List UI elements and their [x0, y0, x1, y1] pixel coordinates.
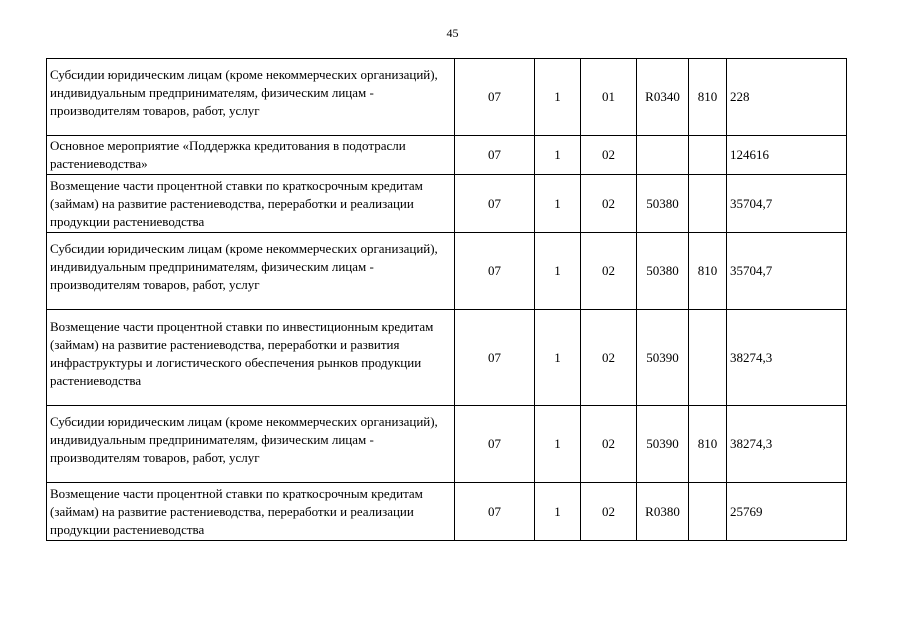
- amount: 124616: [727, 136, 847, 175]
- target-code: R0380: [637, 483, 689, 541]
- amount: 38274,3: [727, 310, 847, 406]
- target-code: 50380: [637, 175, 689, 233]
- subsection-code: 1: [535, 406, 581, 483]
- row-name: Возмещение части процентной ставки по краткосрочным кредитам (займам) на развитие растениеводства, переработки и реализации продукции растениеводства: [50, 485, 423, 537]
- table-row: [47, 175, 847, 233]
- main-code: 02: [581, 175, 637, 233]
- subsection-code: 1: [535, 310, 581, 406]
- amount: 228: [727, 59, 847, 136]
- amount: 35704,7: [727, 175, 847, 233]
- amount: 25769: [727, 483, 847, 541]
- row-name-cell: [47, 136, 455, 175]
- table-row: [47, 310, 847, 406]
- expense-type: 810: [689, 59, 727, 136]
- expense-type: 810: [689, 406, 727, 483]
- row-name-cell: [47, 483, 455, 541]
- amount: 35704,7: [727, 233, 847, 310]
- subsection-code: 1: [535, 483, 581, 541]
- row-name: Субсидии юридическим лицам (кроме некоммерческих организаций), индивидуальным предпринимателям, физическим лицам - производителям товаров, работ, услуг: [50, 241, 438, 292]
- main-code: 02: [581, 310, 637, 406]
- main-code: 02: [581, 136, 637, 175]
- table-row: [47, 483, 847, 541]
- row-name-cell: [47, 233, 455, 310]
- table-row: [47, 406, 847, 483]
- page-number: 45: [446, 26, 459, 40]
- main-code: 02: [581, 233, 637, 310]
- target-code: 50390: [637, 310, 689, 406]
- section-code: 07: [455, 483, 535, 541]
- main-code: 01: [581, 59, 637, 136]
- section-code: 07: [455, 59, 535, 136]
- table-row: [47, 136, 847, 175]
- row-name-cell: [47, 406, 455, 483]
- subsection-code: 1: [535, 175, 581, 233]
- expense-type: [689, 175, 727, 233]
- main-code: 02: [581, 406, 637, 483]
- table-row: [47, 233, 847, 310]
- section-code: 07: [455, 175, 535, 233]
- expense-type: 810: [689, 233, 727, 310]
- section-code: 07: [455, 406, 535, 483]
- target-code: 50380: [637, 233, 689, 310]
- row-name: Субсидии юридическим лицам (кроме некоммерческих организаций), индивидуальным предпринимателям, физическим лицам - производителям товаров, работ, услуг: [50, 67, 438, 118]
- subsection-code: 1: [535, 136, 581, 175]
- section-code: 07: [455, 310, 535, 406]
- row-name-cell: [47, 310, 455, 406]
- subsection-code: 1: [535, 59, 581, 136]
- subsection-code: 1: [535, 233, 581, 310]
- expense-type: [689, 136, 727, 175]
- section-code: 07: [455, 233, 535, 310]
- row-name: Возмещение части процентной ставки по инвестиционным кредитам (займам) на развитие растениеводства, переработки и развития инфраструктуры и логистического обеспечения рынков продукции растениеводства: [50, 318, 434, 388]
- row-name-cell: [47, 175, 455, 233]
- section-code: 07: [455, 136, 535, 175]
- budget-table: [46, 58, 847, 541]
- table-row: [47, 59, 847, 136]
- row-name-cell: [47, 59, 455, 136]
- expense-type: [689, 483, 727, 541]
- target-code: 50390: [637, 406, 689, 483]
- amount: 38274,3: [727, 406, 847, 483]
- main-code: 02: [581, 483, 637, 541]
- row-name: Возмещение части процентной ставки по краткосрочным кредитам (займам) на развитие растениеводства, переработки и реализации продукции растениеводства: [50, 177, 423, 229]
- row-name: Основное мероприятие «Поддержка кредитования в подотрасли растениеводства»: [50, 138, 406, 171]
- row-name: Субсидии юридическим лицам (кроме некоммерческих организаций), индивидуальным предпринимателям, физическим лицам - производителям товаров, работ, услуг: [50, 414, 438, 465]
- target-code: [637, 136, 689, 175]
- expense-type: [689, 310, 727, 406]
- target-code: R0340: [637, 59, 689, 136]
